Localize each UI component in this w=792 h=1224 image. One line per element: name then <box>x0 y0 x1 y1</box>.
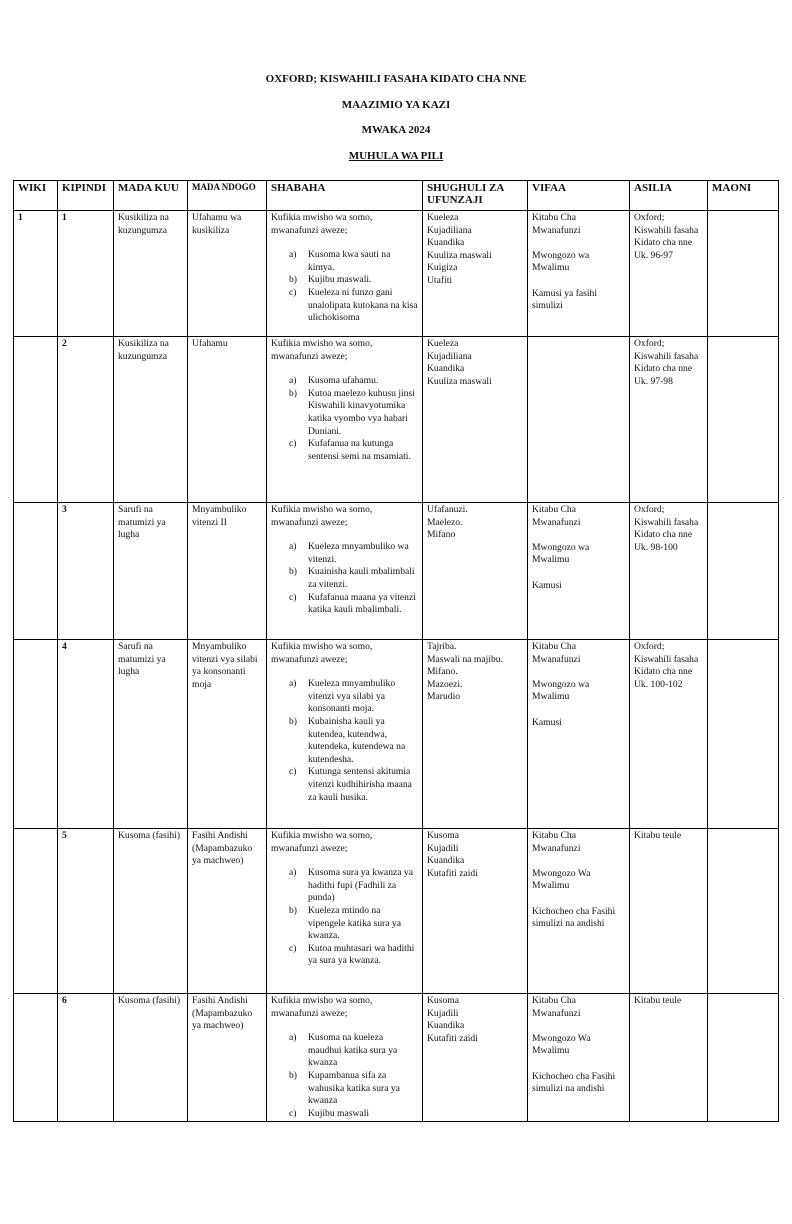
cell-wiki <box>14 503 58 640</box>
item-label: c) <box>289 591 297 603</box>
shabaha-list <box>271 1032 418 1120</box>
cell-vifaa <box>528 829 630 994</box>
resource-item: Kamusi ya fasihi simulizi <box>532 287 598 312</box>
shabaha-item <box>289 388 418 438</box>
resource-item: Mwongozo Wa Mwalimu <box>532 867 591 892</box>
shabaha-item <box>289 1070 418 1108</box>
shabaha-list <box>271 541 418 617</box>
shabaha-intro: Kufikia mwisho wa somo, mwanafunzi aweze; <box>271 504 373 528</box>
cell-shughuli <box>423 503 528 640</box>
cell-kipindi: 5 <box>58 829 114 994</box>
cell-kipindi: 6 <box>58 994 114 1122</box>
cell-mada-kuu: Sarufi na matumizi ya lugha <box>114 640 188 829</box>
cell-vifaa <box>528 337 630 503</box>
cell-shughuli <box>423 211 528 337</box>
cell-mada-ndogo: Fasihi Andishi (Mapambazuko ya machweo) <box>188 994 267 1122</box>
col-vifaa: VIFAA <box>528 181 630 211</box>
resource-item: Kamusi <box>532 579 562 591</box>
cell-mada-kuu: Kusoma (fasihi) <box>114 994 188 1122</box>
item-text: Kutoa maelezo kuhusu jinsi Kiswahili kinavyotumika katika vyombo vya habari Duniani. <box>308 387 415 437</box>
cell-vifaa <box>528 503 630 640</box>
shabaha-intro: Kufikia mwisho wa somo, mwanafunzi aweze; <box>271 338 373 362</box>
item-text: Kufafanua maana ya vitenzi katika kauli mbalimbali. <box>308 591 416 616</box>
item-label: c) <box>289 766 297 778</box>
cell-kipindi: 4 <box>58 640 114 829</box>
cell-shughuli <box>423 640 528 829</box>
doc-year: MWAKA 2024 <box>361 124 431 136</box>
shabaha-item <box>289 274 418 287</box>
activity-item: Kujadili <box>427 842 459 854</box>
item-text: Kusoma ufahamu. <box>308 375 379 387</box>
shabaha-intro: Kufikia mwisho wa somo, mwanafunzi aweze; <box>271 212 373 236</box>
item-text: Kueleza ni funzo gani unalolipata kutokana na kisa ulichokisoma <box>308 286 418 324</box>
shabaha-intro: Kufikia mwisho wa somo, mwanafunzi aweze; <box>271 830 373 854</box>
item-text: Kujibu maswali. <box>308 274 372 286</box>
resource-item: Kamusi <box>532 716 562 728</box>
cell-shabaha <box>267 829 423 994</box>
shabaha-item <box>289 249 418 274</box>
shabaha-list <box>271 249 418 325</box>
cell-asilia: Oxford; Kiswahili fasaha Kidato cha nne Uk. 96-97 <box>630 211 708 337</box>
shabaha-item <box>289 905 418 943</box>
item-text: Kutoa muhtasari wa hadithi ya sura ya kwanza. <box>308 942 415 967</box>
cell-mada-ndogo: Mnyambuliko vitenzi II <box>188 503 267 640</box>
cell-mada-ndogo: Ufahamu <box>188 337 267 503</box>
cell-kipindi: 1 <box>58 211 114 337</box>
shabaha-item <box>289 541 418 566</box>
shabaha-list <box>271 678 418 804</box>
resource-item: Kichocheo cha Fasihi simulizi na andishi <box>532 1070 616 1095</box>
activity-item: Maelezo. <box>427 516 463 528</box>
col-mada-ndogo: MADA NDOGO <box>188 181 267 211</box>
doc-title: OXFORD; KISWAHILI FASAHA KIDATO CHA NNE <box>265 73 527 85</box>
resource-item: Kitabu Cha Mwanafunzi <box>532 830 581 854</box>
item-label: a) <box>289 375 297 387</box>
table-row <box>14 640 779 829</box>
activity-item: Kujadili <box>427 1007 459 1019</box>
activity-item: Mazoezi. <box>427 678 463 690</box>
item-label: a) <box>289 867 297 879</box>
item-label: b) <box>289 387 297 399</box>
activity-item: Mifano <box>427 529 456 541</box>
cell-vifaa <box>528 211 630 337</box>
item-label: b) <box>289 566 297 578</box>
col-shughuli: SHUGHULI ZA UFUNZAJI <box>423 181 528 211</box>
shabaha-item <box>289 566 418 591</box>
cell-wiki <box>14 337 58 503</box>
item-text: Kusoma na kueleza maudhui katika sura ya kwanza <box>308 1032 398 1069</box>
cell-shabaha <box>267 640 423 829</box>
doc-term: MUHULA WA PILI <box>348 150 444 162</box>
item-text: Kueleza mtindo na vipengele katika sura ya kwanza. <box>308 904 401 942</box>
col-shabaha: SHABAHA <box>267 181 423 211</box>
item-label: b) <box>289 715 297 727</box>
col-asilia: ASILIA <box>630 181 708 211</box>
cell-wiki <box>14 640 58 829</box>
item-text: Kufafanua na kutunga sentensi semi na msamiati. <box>308 438 411 462</box>
cell-wiki <box>14 829 58 994</box>
cell-kipindi: 3 <box>58 503 114 640</box>
activity-item: Kujadiliana <box>427 224 472 236</box>
resource-item: Kitabu Cha Mwanafunzi <box>532 212 581 236</box>
item-label: c) <box>289 286 297 298</box>
resource-item: Kitabu Cha Mwanafunzi <box>532 995 581 1019</box>
activity-item: Kusoma <box>427 830 459 841</box>
item-label: a) <box>289 541 297 553</box>
cell-maoni <box>708 994 779 1122</box>
scheme-of-work-table <box>13 180 779 1122</box>
cell-asilia: Oxford; Kiswahili fasaha Kidato cha nne Uk. 98-100 <box>630 503 708 640</box>
shabaha-item <box>289 1032 418 1070</box>
cell-mada-kuu: Kusoma (fasihi) <box>114 829 188 994</box>
activity-item: Mifano. <box>427 666 458 678</box>
resource-item: Kitabu Cha Mwanafunzi <box>532 504 581 528</box>
cell-vifaa <box>528 994 630 1122</box>
shabaha-item <box>289 592 418 617</box>
cell-asilia: Oxford; Kiswahili fasaha Kidato cha nne Uk. 97-98 <box>630 337 708 503</box>
item-text: Kujibu maswali <box>308 1107 370 1119</box>
table-header-row <box>14 181 779 211</box>
activity-item: Kueleza <box>427 338 459 349</box>
activity-item: Ufafanuzi. <box>427 504 468 515</box>
item-text: Kueleza mnyambuliko vitenzi vya silabi ya konsonanti moja. <box>308 678 396 715</box>
cell-maoni <box>708 829 779 994</box>
col-wiki: WIKI <box>14 181 58 211</box>
activity-item: Kusoma <box>427 995 459 1006</box>
item-label: b) <box>289 904 297 916</box>
resource-item: Kichocheo cha Fasihi simulizi na andishi <box>532 905 616 930</box>
activity-item: Kujadiliana <box>427 350 472 362</box>
resource-item: Kitabu Cha Mwanafunzi <box>532 641 581 665</box>
shabaha-intro: Kufikia mwisho wa somo, mwanafunzi aweze; <box>271 995 373 1019</box>
activity-item: Kueleza <box>427 212 459 223</box>
item-label: c) <box>289 438 297 450</box>
activity-item: Maswali na majibu. <box>427 653 503 665</box>
item-label: a) <box>289 1032 297 1044</box>
activity-item: Kuigiza <box>427 262 458 274</box>
cell-mada-kuu: Sarufi na matumizi ya lugha <box>114 503 188 640</box>
cell-mada-kuu: Kusikiliza na kuzungumza <box>114 337 188 503</box>
activity-item: Kuandika <box>427 363 465 375</box>
table-row <box>14 994 779 1122</box>
cell-mada-ndogo: Ufahamu wa kusikiliza <box>188 211 267 337</box>
activity-item: Kuuliza maswali <box>427 249 492 261</box>
cell-shughuli <box>423 337 528 503</box>
col-kipindi: KIPINDI <box>58 181 114 211</box>
doc-subtitle: MAAZIMIO YA KAZI <box>341 99 451 111</box>
col-mada-kuu: MADA KUU <box>114 181 188 211</box>
activity-item: Utafiti <box>427 274 453 286</box>
cell-maoni <box>708 211 779 337</box>
cell-shabaha <box>267 337 423 503</box>
cell-shabaha <box>267 503 423 640</box>
item-label: c) <box>289 1107 297 1119</box>
shabaha-item <box>289 1108 418 1121</box>
item-text: Kupambanua sifa za wahusika katika sura ya kwanza <box>308 1069 400 1107</box>
cell-mada-ndogo: Mnyambuliko vitenzi vya silabi ya konsonanti moja <box>188 640 267 829</box>
activity-item: Marudio <box>427 691 461 703</box>
resource-item: Mwongozo wa Mwalimu <box>532 678 590 703</box>
cell-asilia: Oxford; Kiswahili fasaha Kidato cha nne Uk. 100-102 <box>630 640 708 829</box>
cell-shughuli <box>423 994 528 1122</box>
shabaha-item <box>289 766 418 804</box>
table-row <box>14 829 779 994</box>
activity-item: Tajriba. <box>427 641 457 652</box>
shabaha-item <box>289 287 418 325</box>
col-maoni: MAONI <box>708 181 779 211</box>
item-text: Kubainisha kauli ya kutendea, kutendwa, kutendeka, kutendewa na kutendesha. <box>308 715 406 765</box>
cell-kipindi: 2 <box>58 337 114 503</box>
resource-item: Mwongozo Wa Mwalimu <box>532 1032 591 1057</box>
activity-item: Kutafiti zaidi <box>427 1032 478 1044</box>
item-label: b) <box>289 1069 297 1081</box>
cell-maoni <box>708 337 779 503</box>
cell-asilia: Kitabu teule <box>630 994 708 1122</box>
cell-wiki <box>14 994 58 1122</box>
shabaha-item <box>289 678 418 716</box>
shabaha-intro: Kufikia mwisho wa somo, mwanafunzi aweze; <box>271 641 373 665</box>
shabaha-list <box>271 375 418 463</box>
cell-mada-ndogo: Fasihi Andishi (Mapambazuko ya machweo) <box>188 829 267 994</box>
shabaha-item <box>289 867 418 905</box>
cell-asilia: Kitabu teule <box>630 829 708 994</box>
item-label: a) <box>289 249 297 261</box>
activity-item: Kuandika <box>427 1020 465 1032</box>
table-row <box>14 503 779 640</box>
item-text: Kueleza mnyambuliko wa vitenzi. <box>308 541 409 565</box>
item-text: Kutunga sentensi akitumia vitenzi kudhihirisha maana za kauli husika. <box>308 766 412 803</box>
activity-item: Kuandika <box>427 237 465 249</box>
resource-item: Mwongozo wa Mwalimu <box>532 541 590 566</box>
resource-item: Mwongozo wa Mwalimu <box>532 249 590 274</box>
activity-item: Kuuliza maswali <box>427 375 492 387</box>
item-label: c) <box>289 942 297 954</box>
shabaha-item <box>289 943 418 968</box>
item-text: Kuainisha kauli mbalimbali za vitenzi. <box>308 566 415 590</box>
item-text: Kusoma sura ya kwanza ya hadithi fupi (Fadhili za punda) <box>308 867 413 904</box>
activity-item: Kutafiti zaidi <box>427 867 478 879</box>
item-label: a) <box>289 678 297 690</box>
cell-shughuli <box>423 829 528 994</box>
shabaha-list <box>271 867 418 968</box>
cell-maoni <box>708 503 779 640</box>
cell-maoni <box>708 640 779 829</box>
table-row <box>14 337 779 503</box>
shabaha-item <box>289 438 418 463</box>
cell-shabaha <box>267 994 423 1122</box>
cell-mada-kuu: Kusikiliza na kuzungumza <box>114 211 188 337</box>
item-text: Kusoma kwa sauti na kimya. <box>308 249 391 273</box>
table-row <box>14 211 779 337</box>
activity-item: Kuandika <box>427 855 465 867</box>
shabaha-item <box>289 716 418 766</box>
shabaha-item <box>289 375 418 388</box>
cell-wiki: 1 <box>14 211 58 337</box>
cell-shabaha <box>267 211 423 337</box>
item-label: b) <box>289 274 297 286</box>
cell-vifaa <box>528 640 630 829</box>
